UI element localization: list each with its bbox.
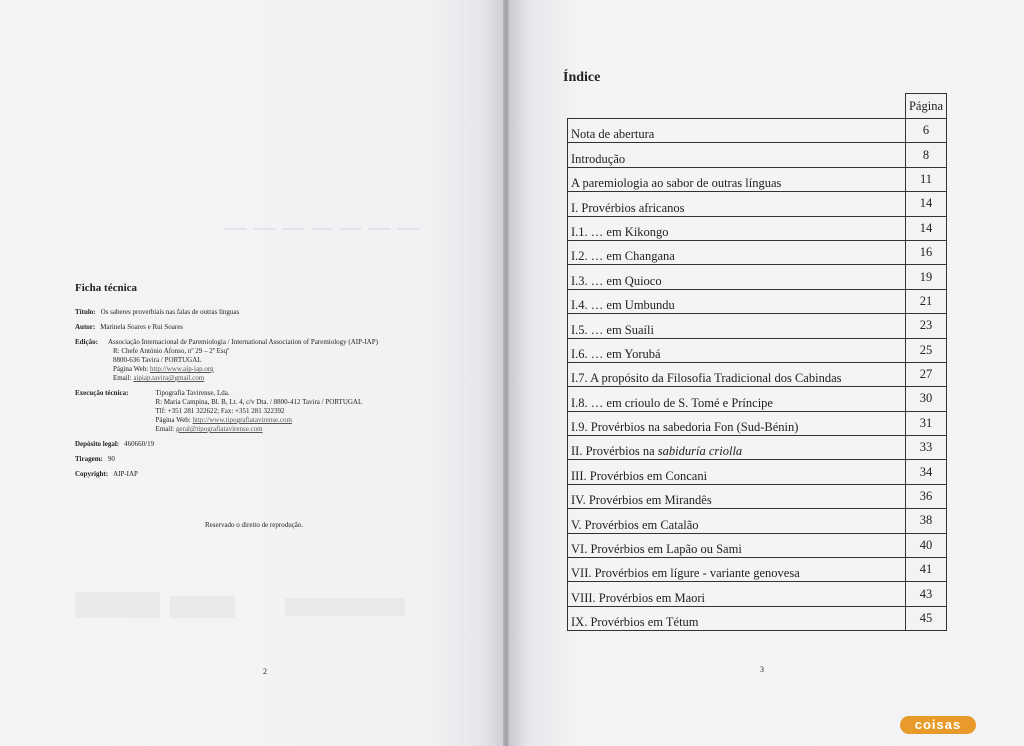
tiragem-row — [75, 455, 495, 464]
execucao-email-label: Email: — [155, 425, 175, 433]
edicao-email-label: Email: — [112, 374, 132, 382]
execucao-label: Execução técnica: — [75, 389, 129, 397]
toc-entry-text: IX. Provérbios em Tétum — [571, 615, 699, 630]
edicao-label: Edição: — [75, 338, 98, 346]
show-through-block — [75, 592, 160, 618]
ficha-tecnica — [75, 282, 495, 485]
titulo-value: Os saberes proverbiais nas falas de outras línguas — [100, 308, 240, 316]
toc-row — [568, 314, 947, 338]
toc-entry-italic-text: sabiduría criolla — [657, 444, 743, 459]
toc-entry-page: 41 — [905, 558, 946, 582]
toc-entry-page: 34 — [905, 460, 946, 484]
page-number-left: 2 — [263, 667, 267, 676]
toc-entry-label — [568, 265, 906, 289]
toc-entry-text: I. Provérbios africanos — [571, 200, 685, 215]
toc-entry-label — [568, 558, 906, 582]
edicao-row — [75, 338, 495, 383]
toc-row — [568, 558, 947, 582]
toc-entry-text: I.7. A propósito da Filosofia Tradicional dos Cabindas — [571, 371, 842, 386]
toc-row — [568, 533, 947, 557]
show-through-decoration: ─ ─ ─ ─ ─ ─ ─ — [225, 212, 419, 245]
table-of-contents — [567, 93, 947, 631]
autor-value: Marinela Soares e Rui Soares — [100, 323, 184, 331]
toc-entry-text: I.5. … em Suaíli — [571, 322, 654, 337]
toc-entry-page: 21 — [905, 289, 946, 313]
toc-entry-label — [568, 338, 906, 362]
toc-entry-label — [568, 362, 906, 386]
toc-entry-text: I.3. … em Quioco — [571, 273, 662, 288]
execucao-line: Tlf: +351 281 322622; Fax: +351 281 322392 — [155, 407, 285, 415]
toc-row — [568, 362, 947, 386]
toc-entry-page: 23 — [905, 314, 946, 338]
toc-entry-page: 6 — [905, 119, 946, 143]
toc-entry-text: III. Provérbios em Concani — [571, 468, 708, 483]
toc-entry-label — [568, 606, 906, 630]
toc-row — [568, 606, 947, 630]
toc-entry-text: VII. Provérbios em lígure - variante genovesa — [571, 566, 800, 581]
toc-entry-text: Nota de abertura — [571, 127, 655, 142]
execucao-web-link[interactable]: http://www.tipografiatavirense.com — [192, 416, 292, 424]
toc-row — [568, 387, 947, 411]
toc-entry-page: 31 — [905, 411, 946, 435]
toc-entry-text: Introdução — [571, 151, 626, 166]
edicao-web-label: Página Web: — [112, 365, 149, 373]
edicao-line: Associação Internacional de Paremiologia / International Association of Paremiology (AIP-IAP) — [107, 338, 378, 346]
execucao-email-link[interactable]: geral@tipografiatavirense.com — [175, 425, 263, 433]
toc-row — [568, 484, 947, 508]
edicao-line: 8800-636 Tavira / PORTUGAL — [112, 356, 202, 364]
toc-entry-label — [568, 240, 906, 264]
tiragem-value: 90 — [107, 455, 115, 463]
execucao-line: R: Maria Campina, Bl. B, Lt. 4, c/v Dta. / 8800-412 Tavira / PORTUGAL — [155, 398, 363, 406]
toc-entry-text: IV. Provérbios em Mirandês — [571, 493, 712, 508]
toc-entry-text: I.6. … em Yorubá — [571, 346, 661, 361]
toc-entry-text: VI. Provérbios em Lapão ou Sami — [571, 542, 742, 557]
show-through-block — [170, 596, 235, 618]
toc-row — [568, 411, 947, 435]
toc-entry-page: 45 — [905, 606, 946, 630]
toc-entry-text: VIII. Provérbios em Maori — [571, 590, 705, 605]
toc-entry-text: V. Provérbios em Catalão — [571, 517, 699, 532]
toc-entry-page: 14 — [905, 192, 946, 216]
toc-entry-label — [568, 484, 906, 508]
toc-entry-text: A paremiologia ao sabor de outras línguas — [571, 176, 782, 191]
toc-entry-label — [568, 289, 906, 313]
toc-header-blank — [568, 94, 906, 119]
toc-row — [568, 167, 947, 191]
deposito-value: 460660/19 — [124, 440, 155, 448]
coisas-watermark-logo: coisas — [900, 716, 976, 734]
autor-row — [75, 323, 495, 332]
titulo-label: Título: — [75, 308, 96, 316]
toc-entry-label — [568, 314, 906, 338]
toc-entry-page: 25 — [905, 338, 946, 362]
deposito-row — [75, 440, 495, 449]
toc-entry-page: 19 — [905, 265, 946, 289]
toc-entry-text: II. Provérbios na — [571, 444, 658, 459]
toc-row — [568, 119, 947, 143]
toc-entry-text: I.1. … em Kikongo — [571, 224, 669, 239]
toc-entry-label — [568, 509, 906, 533]
toc-row — [568, 436, 947, 460]
toc-entry-label — [568, 192, 906, 216]
toc-entry-text: I.9. Provérbios na sabedoria Fon (Sud-Bénin) — [571, 420, 799, 435]
execucao-line: Tipografia Tavirense, Lda. — [155, 389, 230, 397]
toc-entry-page: 30 — [905, 387, 946, 411]
toc-entry-page: 16 — [905, 240, 946, 264]
autor-label: Autor: — [75, 323, 96, 331]
execucao-row — [75, 389, 495, 434]
toc-row — [568, 216, 947, 240]
toc-entry-label — [568, 436, 906, 460]
edicao-line: R: Chefe António Afonso, nº 29 – 2º Esqº — [112, 347, 230, 355]
toc-entry-label — [568, 216, 906, 240]
toc-header-row — [568, 94, 947, 119]
toc-row — [568, 240, 947, 264]
toc-entry-text: I.4. … em Umbundu — [571, 298, 675, 313]
deposito-label: Depósito legal: — [75, 440, 120, 448]
toc-entry-label — [568, 533, 906, 557]
copyright-label: Copyright: — [75, 470, 109, 478]
indice-title: Índice — [563, 70, 601, 85]
toc-entry-label — [568, 582, 906, 606]
left-page — [0, 0, 503, 746]
toc-entry-page: 40 — [905, 533, 946, 557]
toc-entry-label — [568, 119, 906, 143]
toc-row — [568, 192, 947, 216]
toc-entry-page: 38 — [905, 509, 946, 533]
toc-entry-text: I.8. … em crioulo de S. Tomé e Príncipe — [571, 395, 773, 410]
toc-row — [568, 582, 947, 606]
toc-entry-label — [568, 411, 906, 435]
edicao-web-link[interactable]: http://www.aip-iap.org — [149, 365, 214, 373]
show-through-block — [285, 598, 405, 616]
toc-entry-page: 11 — [905, 167, 946, 191]
page-number-right: 3 — [760, 665, 764, 674]
titulo-row — [75, 308, 495, 317]
toc-entry-label — [568, 387, 906, 411]
toc-entry-page: 14 — [905, 216, 946, 240]
toc-entry-label — [568, 143, 906, 167]
toc-row — [568, 338, 947, 362]
copyright-row — [75, 470, 495, 479]
toc-row — [568, 460, 947, 484]
toc-entry-label — [568, 460, 906, 484]
toc-entry-label — [568, 167, 906, 191]
execucao-web-label: Página Web: — [155, 416, 191, 424]
toc-page-header: Página — [905, 94, 946, 119]
toc-entry-page: 43 — [905, 582, 946, 606]
copyright-value: AIP-IAP — [113, 470, 138, 478]
ficha-heading: Ficha técnica — [75, 282, 138, 294]
reserved-notice: Reservado o direito de reprodução. — [205, 521, 304, 529]
edicao-email-link[interactable]: aipiap.tavira@gmail.com — [133, 374, 205, 382]
toc-entry-text: I.2. … em Changana — [571, 249, 675, 264]
toc-row — [568, 265, 947, 289]
toc-entry-page: 27 — [905, 362, 946, 386]
toc-row — [568, 143, 947, 167]
toc-entry-page: 36 — [905, 484, 946, 508]
toc-row — [568, 289, 947, 313]
toc-entry-page: 8 — [905, 143, 946, 167]
toc-row — [568, 509, 947, 533]
tiragem-label: Tiragem: — [75, 455, 103, 463]
toc-entry-page: 33 — [905, 436, 946, 460]
